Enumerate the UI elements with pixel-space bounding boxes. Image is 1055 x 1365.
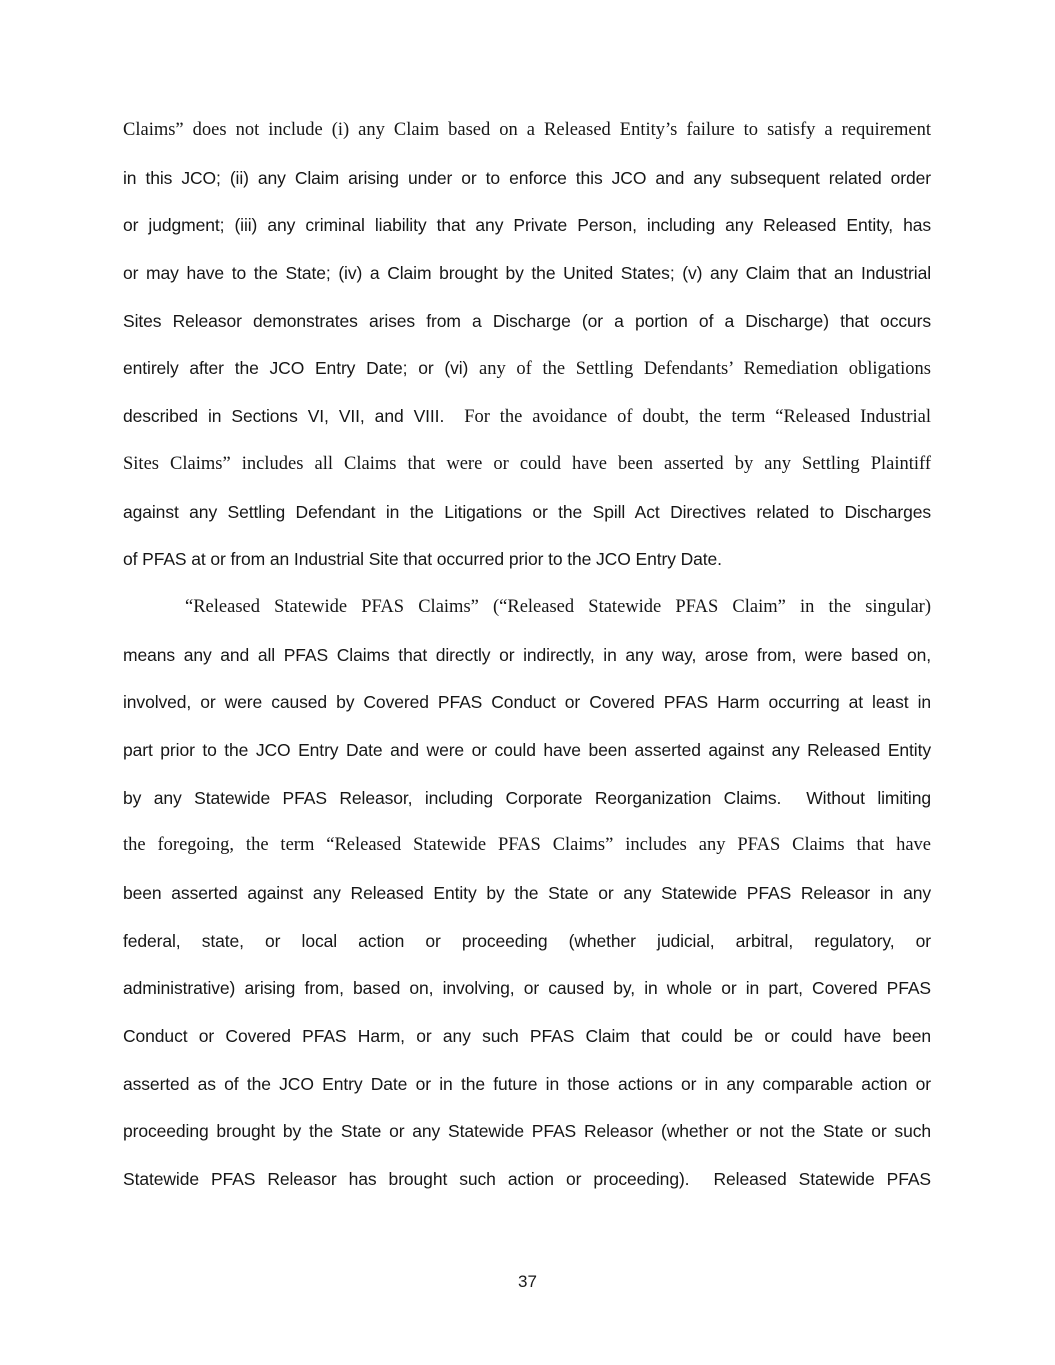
text-line (123, 832, 931, 880)
text-segment: involved, or were caused by Covered PFAS Conduct or Covered PFAS Harm occurring at least in (123, 692, 931, 713)
text-line (123, 642, 931, 690)
text-segment: against any Settling Defendant in the Litigations or the Spill Act Directives related to Discharges (123, 501, 931, 522)
text-line (123, 928, 931, 976)
text-segment: by any Statewide PFAS Releasor, including Corporate Reorganization Claims. Without limiting (123, 787, 931, 808)
text-segment: described in Sections VI, VII, and VIII. (123, 406, 465, 427)
text-line (123, 1071, 931, 1119)
text-line (123, 499, 931, 547)
text-line (123, 355, 931, 403)
text-segment: the foregoing, the term “Released Statewide PFAS Claims” includes any PFAS Claims that have (123, 835, 931, 856)
page-number: 37 (518, 1272, 537, 1291)
document-body (123, 117, 931, 1214)
text-segment: part prior to the JCO Entry Date and were or could have been asserted against any Released Entity (123, 739, 931, 760)
text-segment: any of the Settling Defendants’ Remediation obligations (479, 359, 931, 380)
text-line (123, 1118, 931, 1166)
text-segment: of PFAS at or from an Industrial Site that occurred prior to the JCO Entry Date. (123, 549, 722, 570)
text-segment: or judgment; (iii) any criminal liability that any Private Person, including any Released Entity, has (123, 215, 931, 236)
text-line (123, 594, 931, 642)
text-line (123, 1023, 931, 1071)
text-segment: For the avoidance of doubt, the term “Released Industrial (464, 407, 931, 428)
text-line (123, 212, 931, 260)
text-segment: means any and all PFAS Claims that directly or indirectly, in any way, arose from, were based on, (123, 644, 931, 665)
text-line (123, 880, 931, 928)
text-segment: asserted as of the JCO Entry Date or in the future in those actions or in any comparable action or (123, 1073, 931, 1094)
text-line (123, 165, 931, 213)
text-segment: Claims” does not include (i) any Claim based on a Released Entity’s failure to satisfy a requirement (123, 120, 931, 140)
text-segment: proceeding brought by the State or any Statewide PFAS Releasor (whether or not the State or such (123, 1121, 931, 1142)
text-segment: Sites Claims” includes all Claims that were or could have been asserted by any Settling Plaintiff (123, 453, 931, 474)
text-segment: administrative) arising from, based on, involving, or caused by, in whole or in part, Covered PFAS (123, 978, 931, 999)
text-segment: Statewide PFAS Releasor has brought such action or proceeding). Released Statewide PFAS (123, 1169, 931, 1190)
text-segment: Sites Releasor demonstrates arises from a Discharge (or a portion of a Discharge) that occurs (123, 310, 931, 331)
text-line (123, 117, 931, 165)
text-line (123, 308, 931, 356)
text-segment: “Released Statewide PFAS Claims” (“Released Statewide PFAS Claim” in the singular) (185, 596, 931, 617)
text-segment: in this JCO; (ii) any Claim arising under or to enforce this JCO and any subsequent related order (123, 167, 931, 188)
text-line (123, 546, 931, 594)
text-segment: or may have to the State; (iv) a Claim brought by the United States; (v) any Claim that an Industrial (123, 263, 931, 284)
text-line (123, 737, 931, 785)
text-segment: Conduct or Covered PFAS Harm, or any such PFAS Claim that could be or could have been (123, 1026, 931, 1047)
text-segment: entirely after the JCO Entry Date; or (vi) (123, 358, 480, 379)
text-line (123, 451, 931, 499)
text-segment: federal, state, or local action or proceeding (whether judicial, arbitral, regulatory, or (123, 930, 931, 951)
text-line (123, 785, 931, 833)
text-line (123, 403, 931, 451)
text-line (123, 260, 931, 308)
text-line (123, 1166, 931, 1214)
text-segment: been asserted against any Released Entity by the State or any Statewide PFAS Releasor in any (123, 883, 931, 903)
text-line (123, 689, 931, 737)
text-line (123, 975, 931, 1023)
